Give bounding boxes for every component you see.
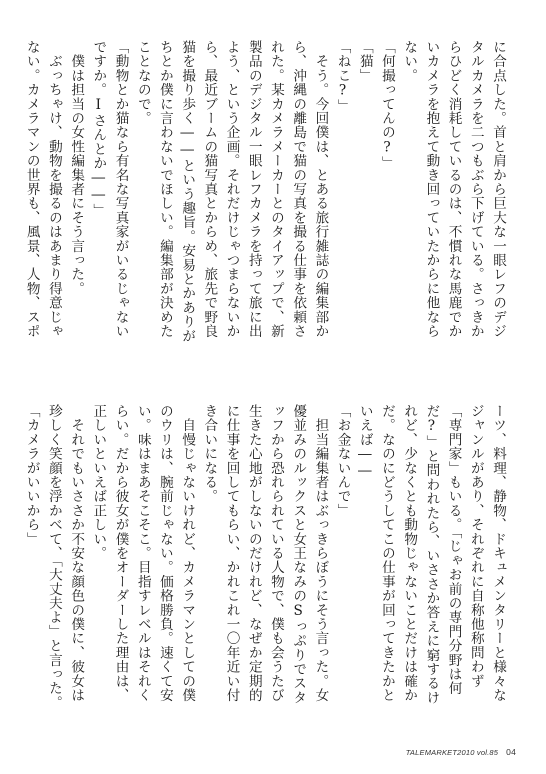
magazine-issue: TALEMARKET2010 vol.85 bbox=[405, 748, 499, 757]
text-line: 担当編集者はぶっきらぼうにそう言った。女 bbox=[312, 404, 329, 703]
text-line: いカメラを抱えて動き回っていたからに他なら bbox=[423, 40, 440, 339]
page-number: 04 bbox=[506, 747, 516, 757]
text-line: 正しいといえば正しい。 bbox=[90, 404, 107, 561]
text-line: タルカメラを二つもぶら下げている。さっきか bbox=[467, 40, 484, 339]
text-line: 「カメラがいいから」 bbox=[23, 404, 40, 546]
text-line: 「お金ないんで」 bbox=[334, 404, 351, 518]
text-line: 僕は担当の女性編集者にそう言った。 bbox=[68, 40, 85, 296]
text-line: 製品のデジタル一眼レフカメラを持って旅に出 bbox=[245, 40, 262, 339]
text-line: 優並みのルックスと女王なみのSっぷりでスタ bbox=[290, 404, 307, 705]
text-line: れた。某カメラメーカーとのタイアップで、新 bbox=[267, 40, 284, 339]
text-line: のウリは、腕前じゃない。価格勝負。速くて安 bbox=[156, 404, 173, 703]
text-line: それでもいささか不安な顔色の僕に、彼女は bbox=[68, 404, 85, 703]
text-line: 「動物とか猫なら有名な写真家がいるじゃない bbox=[112, 40, 129, 339]
text-line: ない。カメラマンの世界も、風景、人物、スポ bbox=[23, 40, 40, 339]
text-line: れど、少なくとも動物じゃないことだけは確か bbox=[401, 404, 418, 703]
text-line: らい。だから彼女が僕をオーダーした理由は、 bbox=[112, 404, 129, 703]
text-line: ことなので。 bbox=[134, 40, 151, 126]
text-line: ら、最近ブームの猫写真とからめ、旅先で野良 bbox=[201, 40, 218, 339]
text-line: 「専門家」もいる。「じゃお前の専門分野は何 bbox=[445, 404, 462, 696]
text-line: 猫を撮り歩く――という趣旨。安易とかありが bbox=[179, 40, 196, 343]
text-line: に仕事を回してもらい、かれこれ一〇年近い付 bbox=[223, 404, 240, 703]
text-line: ら、沖縄の離島で猫の写真を撮る仕事を依頼さ bbox=[290, 40, 307, 339]
text-line: だ?」と問われたら、いささか答えに窮するけ bbox=[423, 404, 440, 705]
text-line: き合いになる。 bbox=[201, 404, 218, 504]
text-line: そう。今回僕は、とある旅行雑誌の編集部か bbox=[312, 40, 329, 339]
text-line: いえば―― bbox=[356, 404, 373, 480]
text-line: ぶっちゃけ、動物を撮るのはあまり得意じゃ bbox=[45, 40, 62, 339]
text-line: 自慢じゃないけれど、カメラマンとしての僕 bbox=[179, 404, 196, 703]
text-line: 生きた心地がしないのだけれど、なぜか定期的 bbox=[245, 404, 262, 703]
text-line: 珍しく笑顔を浮かべて、「大丈夫よ」と言った。 bbox=[45, 404, 62, 710]
text-line: らひどく消耗しているのは、不慣れな馬鹿でか bbox=[445, 40, 462, 339]
text-line: ちとか僕に言わないでほしい。編集部が決めた bbox=[156, 40, 173, 339]
text-line: 「ねこ?」 bbox=[334, 40, 351, 114]
text-line: ジャンルがあり、それぞれに自称他称問わず bbox=[467, 404, 484, 688]
text-line: ですか。Iさんとか――」 bbox=[90, 40, 107, 218]
text-block-lower bbox=[21, 404, 509, 734]
text-line: 「何撮ってんの?」 bbox=[378, 40, 395, 171]
text-line: だ。なのにどうしてこの仕事が回ってきたかと bbox=[378, 404, 395, 703]
text-line: ない。 bbox=[401, 40, 418, 83]
page-footer bbox=[406, 747, 516, 757]
text-line: ーツ、料理、静物、ドキュメンタリーと様々な bbox=[490, 404, 506, 703]
text-line: い。味はまあそこそこ。目指すレベルはそれく bbox=[134, 404, 151, 703]
text-line: 「猫」 bbox=[356, 40, 373, 83]
text-line: に合点した。首と肩から巨大な一眼レフのデジ bbox=[490, 40, 506, 339]
text-block-upper bbox=[21, 40, 509, 370]
text-line: ッフから恐れられている人物で、僕も会うたび bbox=[267, 404, 284, 703]
text-line: よう、という企画。それだけじゃつまらないか bbox=[223, 40, 240, 339]
